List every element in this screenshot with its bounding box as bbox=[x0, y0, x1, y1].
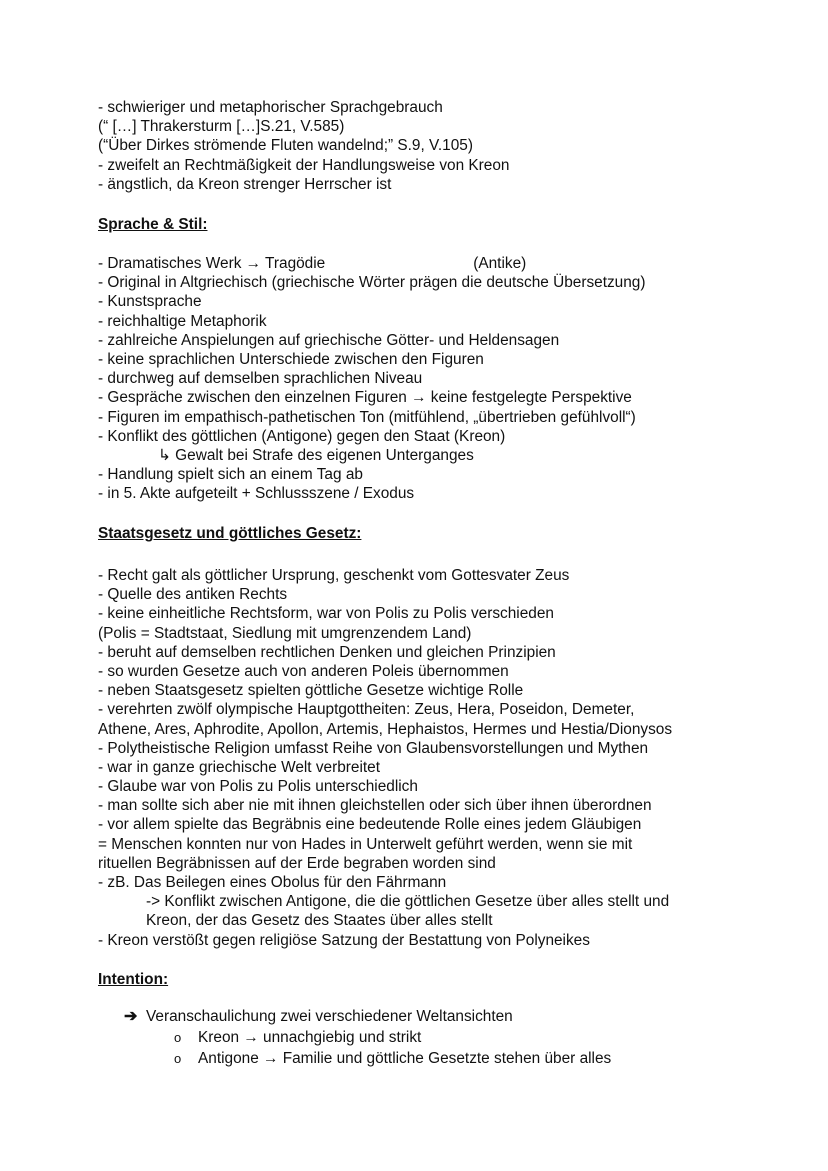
staat-line: - Recht galt als göttlicher Ursprung, geschenkt vom Gottesvater Zeus bbox=[98, 567, 570, 584]
staat-arrow-line: -> Konflikt zwischen Antigone, die die göttlichen Gesetze über alles stellt und bbox=[146, 893, 670, 911]
intention-main-item bbox=[124, 1006, 824, 1027]
sprache-line: - reichhaltige Metaphorik bbox=[98, 312, 267, 330]
staat-line: - zB. Das Beilegen eines Obolus für den Fährmann bbox=[98, 874, 447, 891]
intention-section bbox=[124, 1006, 824, 1069]
sprache-line: - Konflikt des göttlichen (Antigone) gegen den Staat (Kreon) bbox=[98, 427, 506, 445]
staat-line: - Quelle des antiken Rechts bbox=[98, 586, 288, 604]
intro-line: - zweifelt an Rechtmäßigkeit der Handlungsweise von Kreon bbox=[98, 156, 510, 174]
intro-section bbox=[98, 98, 798, 194]
staat-heading-block bbox=[98, 524, 798, 543]
section-heading-staat: Staatsgesetz und göttliches Gesetz: bbox=[98, 525, 362, 542]
intention-sub-item bbox=[124, 1027, 824, 1048]
intro-line: - schwieriger und metaphorischer Sprachgebrauch bbox=[98, 99, 443, 116]
sprache-line: - in 5. Akte aufgeteilt + Schlussszene / Exodus bbox=[98, 485, 415, 503]
arrow-bullet-icon: ➔ bbox=[124, 1007, 138, 1025]
section-heading-sprache: Sprache & Stil: bbox=[98, 216, 208, 233]
staat-line: - beruht auf demselben rechtlichen Denken und gleichen Prinzipien bbox=[98, 643, 556, 661]
circle-bullet-icon: o bbox=[174, 1029, 182, 1045]
intention-sub-text: Kreon → unnachgiebig und strikt bbox=[198, 1028, 422, 1046]
staat-line: - keine einheitliche Rechtsform, war von Polis zu Polis verschieden bbox=[98, 605, 554, 623]
staat-line: Athene, Ares, Aphrodite, Apollon, Artemis, Hephaistos, Hermes und Hestia/Dionysos bbox=[98, 720, 673, 738]
staat-line: = Menschen konnten nur von Hades in Unterwelt geführt werden, wenn sie mit bbox=[98, 835, 633, 853]
intention-heading-block bbox=[98, 970, 798, 989]
sprache-line: - zahlreiche Anspielungen auf griechische Götter- und Heldensagen bbox=[98, 331, 560, 349]
staat-line: - neben Staatsgesetz spielten göttliche Gesetze wichtige Rolle bbox=[98, 682, 524, 700]
staat-line: - Glaube war von Polis zu Polis unterschiedlich bbox=[98, 778, 418, 796]
sprache-line: - durchweg auf demselben sprachlichen Niveau bbox=[98, 370, 423, 388]
staat-line: - man sollte sich aber nie mit ihnen gleichstellen oder sich über ihnen überordnen bbox=[98, 797, 652, 815]
sprache-line-part: - Dramatisches Werk → Tragödie bbox=[98, 255, 326, 272]
sprache-line: - Handlung spielt sich an einem Tag ab bbox=[98, 466, 363, 484]
intention-main-text: Veranschaulichung zwei verschiedener Weltansichten bbox=[146, 1007, 513, 1025]
sprache-heading-block bbox=[98, 215, 798, 234]
section-heading-intention: Intention: bbox=[98, 971, 169, 988]
staat-line: - vor allem spielte das Begräbnis eine bedeutende Rolle eines jedem Gläubigen bbox=[98, 816, 642, 834]
intention-sub-text: Antigone → Familie und göttliche Gesetzte stehen über alles bbox=[198, 1049, 612, 1067]
staat-line: - verehrten zwölf olympische Hauptgottheiten: Zeus, Hera, Poseidon, Demeter, bbox=[98, 701, 635, 719]
sprache-line bbox=[98, 254, 798, 273]
staat-arrow-cont: Kreon, der das Gesetz des Staates über alles stellt bbox=[146, 912, 493, 930]
sprache-line: - Figuren im empathisch-pathetischen Ton (mitfühlend, „übertrieben gefühlvoll“) bbox=[98, 408, 636, 426]
staat-line: - Polytheistische Religion umfasst Reihe von Glaubensvorstellungen und Mythen bbox=[98, 739, 649, 757]
intro-line: (“Über Dirkes strömende Fluten wandelnd;” S.9, V.105) bbox=[98, 137, 473, 155]
sprache-section bbox=[98, 254, 798, 503]
staat-line: - so wurden Gesetze auch von anderen Poleis übernommen bbox=[98, 662, 509, 680]
staat-line: (Polis = Stadtstaat, Siedlung mit umgrenzendem Land) bbox=[98, 624, 472, 642]
intention-sub-item bbox=[124, 1048, 824, 1069]
sprache-line: - Gespräche zwischen den einzelnen Figuren → keine festgelegte Perspektive bbox=[98, 389, 632, 407]
staat-line: - war in ganze griechische Welt verbreitet bbox=[98, 758, 380, 776]
sprache-line-part: (Antike) bbox=[473, 255, 527, 272]
sprache-line: - Kunstsprache bbox=[98, 293, 202, 311]
sprache-line: - keine sprachlichen Unterschiede zwischen den Figuren bbox=[98, 350, 484, 368]
intro-line: - ängstlich, da Kreon strenger Herrscher ist bbox=[98, 175, 392, 193]
staat-line: - Kreon verstößt gegen religiöse Satzung der Bestattung von Polyneikes bbox=[98, 931, 590, 949]
intro-line: (“ […] Thrakersturm […]S.21, V.585) bbox=[98, 118, 345, 136]
sprache-line: - Original in Altgriechisch (griechische Wörter prägen die deutsche Übersetzung) bbox=[98, 274, 646, 292]
staat-section bbox=[98, 566, 798, 950]
sprache-sub-line: ↳ Gewalt bei Strafe des eigenen Unterganges bbox=[158, 446, 474, 464]
circle-bullet-icon: o bbox=[174, 1050, 182, 1066]
staat-line: rituellen Begräbnissen auf der Erde begraben worden sind bbox=[98, 854, 496, 872]
